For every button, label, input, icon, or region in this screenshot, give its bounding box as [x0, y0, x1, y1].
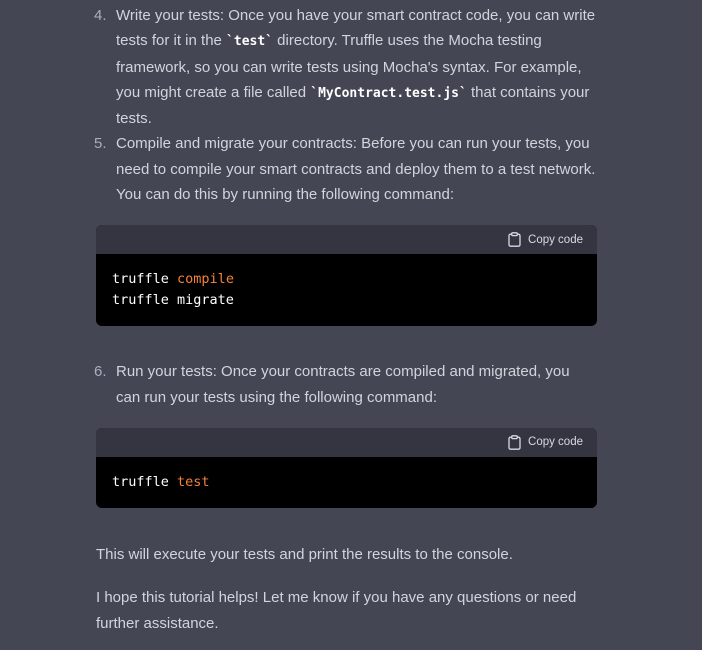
step-text: Run your tests: Once your contracts are compiled and migrated, you can run your tests using the following command: [116, 363, 570, 406]
list-item-step-5 [96, 131, 597, 207]
paragraph-result: This will execute your tests and print the results to the console. [96, 545, 513, 563]
chat-response [96, 0, 597, 636]
code-block-header [96, 225, 597, 254]
copy-code-label: Copy code [528, 436, 583, 449]
code-block-header [96, 428, 597, 457]
step-text: Write your tests: Once you have your smart contract code, you can write tests for it in the [116, 7, 596, 50]
step-text: that contains your tests. [116, 83, 590, 128]
code-line [112, 269, 581, 290]
code-block-body [96, 254, 597, 326]
code-block-test [96, 428, 597, 508]
list-number: 5. [94, 135, 107, 153]
code-line [112, 290, 581, 311]
step-text: Compile and migrate your contracts: Before you can run your tests, you need to compile your smart contracts and deploy them to a test network. You can do this by running the following command: [116, 135, 596, 204]
clipboard-icon [508, 435, 521, 450]
step-text: directory. Truffle uses the Mocha testing framework, so you can write tests using Mocha's syntax. For example, you might create a file called [116, 32, 582, 101]
copy-code-button[interactable] [508, 435, 583, 450]
copy-code-button[interactable] [508, 232, 583, 247]
list-item-step-6 [96, 359, 597, 410]
list-number: 6. [94, 363, 107, 381]
code-keyword: test [177, 473, 210, 490]
code-keyword: compile [177, 271, 234, 288]
list-item-step-4 [96, 3, 597, 131]
list-number: 4. [94, 7, 107, 24]
code-block-body [96, 457, 597, 508]
paragraph-closing: I hope this tutorial helps! Let me know if you have any questions or need further assistance. [96, 589, 577, 632]
code-command: truffle [112, 473, 169, 490]
clipboard-icon [508, 232, 521, 247]
code-block-compile [96, 225, 597, 326]
code-line [112, 472, 581, 493]
copy-code-label: Copy code [528, 233, 583, 246]
code-command: truffle [112, 271, 169, 288]
code-command: truffle migrate [112, 292, 234, 309]
inline-code-test: `test` [226, 34, 274, 50]
inline-code-filename: `MyContract.test.js` [310, 85, 467, 101]
